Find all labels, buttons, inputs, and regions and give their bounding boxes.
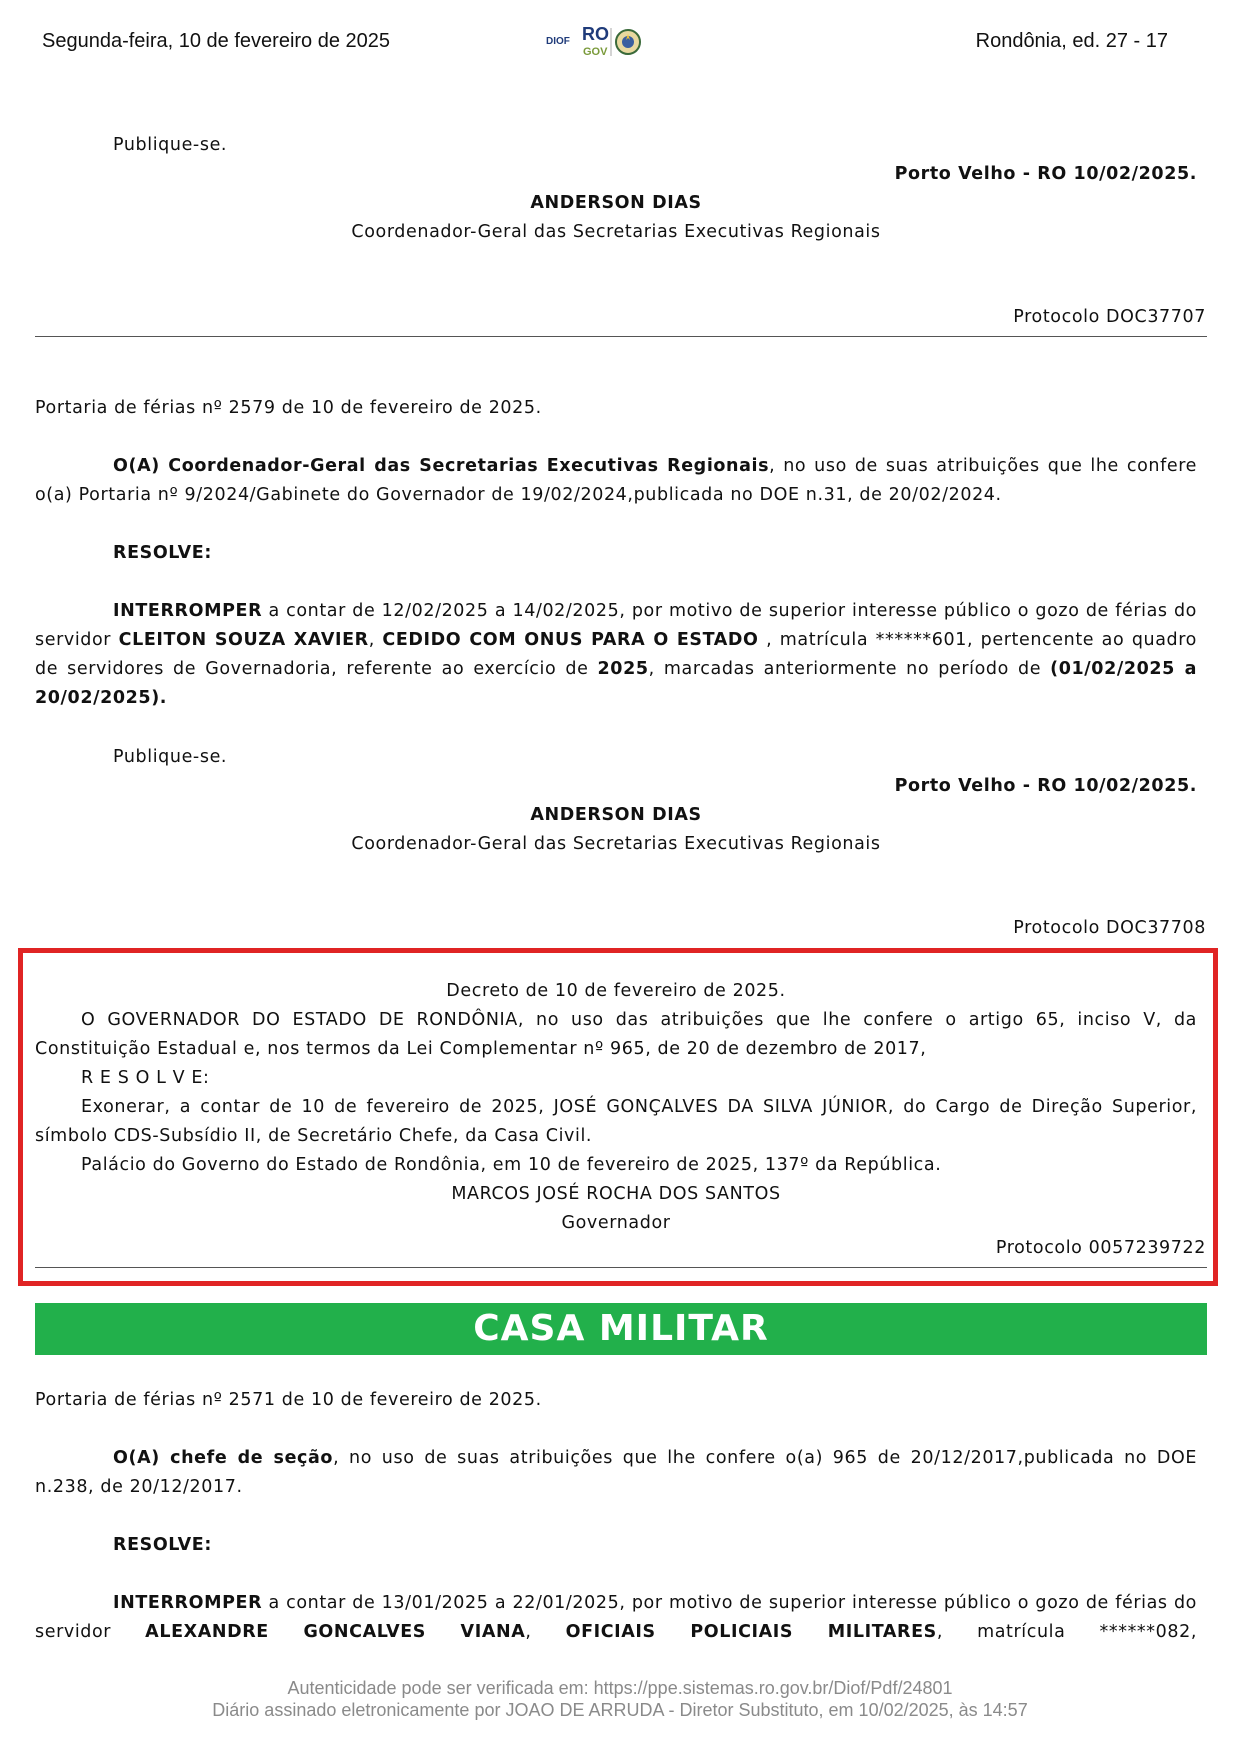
header-edition: Rondônia, ed. 27 - 17 [975, 30, 1168, 52]
publique-se-2: Publique-se. [113, 747, 228, 767]
servant-name: ALEXANDRE GONCALVES VIANA [145, 1622, 526, 1642]
paragraph-text: , matrícula ******082, [936, 1622, 1197, 1642]
portaria-intro-2579 [35, 452, 1197, 510]
place-date-1: Porto Velho - RO 10/02/2025. [894, 164, 1197, 184]
separator-2 [35, 1267, 1207, 1268]
paragraph-text: a contar de 13/01/2025 a 22/01/2025, por motivo de superior interesse público o gozo de férias do servidor [35, 1593, 1197, 1642]
portaria-intro-2571 [35, 1444, 1197, 1502]
decreto-resolve: R E S O L V E: [81, 1068, 210, 1088]
protocol-1: Protocolo DOC37707 [1013, 307, 1206, 327]
signer-name-2: ANDERSON DIAS [530, 805, 702, 825]
section-header-casa-militar: CASA MILITAR [35, 1303, 1207, 1355]
paragraph-text: a contar de 12/02/2025 a 14/02/2025, por motivo de superior interesse público o gozo de férias do servidor [35, 601, 1197, 650]
decreto-preamble: O GOVERNADOR DO ESTADO DE RONDÔNIA, no uso das atribuições que lhe confere o artigo 65, inciso V, da Constituição Estadual e, nos termos da Lei Complementar nº 965, de 20 de dezembro de 2017, [35, 1010, 1197, 1059]
signer-role-2: Coordenador-Geral das Secretarias Executivas Regionais [351, 834, 881, 854]
intro-authority: O(A) Coordenador-Geral das Secretarias Executivas Regionais [113, 456, 770, 476]
exercise-year: 2025 [597, 659, 649, 679]
vacation-period: (01/02/2025 a 20/02/2025). [35, 659, 1197, 708]
separator-1 [35, 336, 1207, 337]
diof-ro-logo [546, 22, 656, 62]
intro-text: , no uso de suas atribuições que lhe confere o(a) Portaria nº 9/2024/Gabinete do Governador de 19/02/2024,publicada no DOE n.31, de 20/02/2024. [35, 456, 1197, 505]
interromper-keyword: INTERROMPER [113, 1593, 263, 1613]
decreto-exonerar: Exonerar, a contar de 10 de fevereiro de 2025, JOSÉ GONÇALVES DA SILVA JÚNIOR, do Cargo de Direção Superior, símbolo CDS-Subsídio II, de Secretário Chefe, da Casa Civil. [35, 1097, 1197, 1146]
interromper-keyword: INTERROMPER [113, 601, 263, 621]
paragraph-text: , marcadas anteriormente no período de [648, 659, 1051, 679]
logo-gov-text: GOV [583, 46, 608, 58]
logo-ro-text: RO [582, 24, 609, 44]
servant-name: CLEITON SOUZA XAVIER [118, 630, 369, 650]
intro-text: , no uso de suas atribuições que lhe confere o(a) 965 de 20/12/2017,publicada no DOE n.238, de 20/12/2017. [35, 1448, 1197, 1497]
portaria-title-2571: Portaria de férias nº 2571 de 10 de fevereiro de 2025. [35, 1390, 542, 1410]
logo-diof-text: DIOF [546, 36, 570, 47]
servant-position: CEDIDO COM ONUS PARA O ESTADO [382, 630, 759, 650]
paragraph-text: , [368, 630, 383, 650]
resolve-label-1: RESOLVE: [113, 543, 212, 563]
paragraph-text: , [525, 1622, 566, 1642]
interromper-paragraph-2 [35, 1589, 1197, 1647]
footer-authenticity: Autenticidade pode ser verificada em: https://ppe.sistemas.ro.gov.br/Diof/Pdf/24801 [287, 1678, 953, 1698]
protocol-2: Protocolo DOC37708 [1013, 918, 1206, 938]
servant-position: OFICIAIS POLICIAIS MILITARES [565, 1622, 937, 1642]
header-date: Segunda-feira, 10 de fevereiro de 2025 [42, 30, 391, 52]
signer-role-1: Coordenador-Geral das Secretarias Executivas Regionais [351, 222, 881, 242]
publique-se-1: Publique-se. [113, 135, 228, 155]
intro-authority: O(A) chefe de seção [113, 1448, 334, 1468]
decreto-title: Decreto de 10 de fevereiro de 2025. [446, 981, 786, 1001]
protocol-decreto: Protocolo 0057239722 [995, 1238, 1206, 1258]
interromper-paragraph-1 [35, 597, 1197, 713]
decreto-palacio: Palácio do Governo do Estado de Rondônia, em 10 de fevereiro de 2025, 137º da República. [81, 1155, 942, 1175]
signer-name-1: ANDERSON DIAS [530, 193, 702, 213]
paragraph-text: , matrícula ******601, pertencente ao quadro de servidores de Governadoria, referente ao exercício de [35, 630, 1197, 679]
place-date-2: Porto Velho - RO 10/02/2025. [894, 776, 1197, 796]
footer-signature: Diário assinado eletronicamente por JOAO DE ARRUDA - Diretor Substituto, em 10/02/2025, às 14:57 [212, 1700, 1028, 1720]
decreto-signer-role: Governador [561, 1213, 671, 1233]
resolve-label-2: RESOLVE: [113, 1535, 212, 1555]
decreto-signer: MARCOS JOSÉ ROCHA DOS SANTOS [451, 1184, 781, 1204]
portaria-title-2579: Portaria de férias nº 2579 de 10 de fevereiro de 2025. [35, 398, 542, 418]
